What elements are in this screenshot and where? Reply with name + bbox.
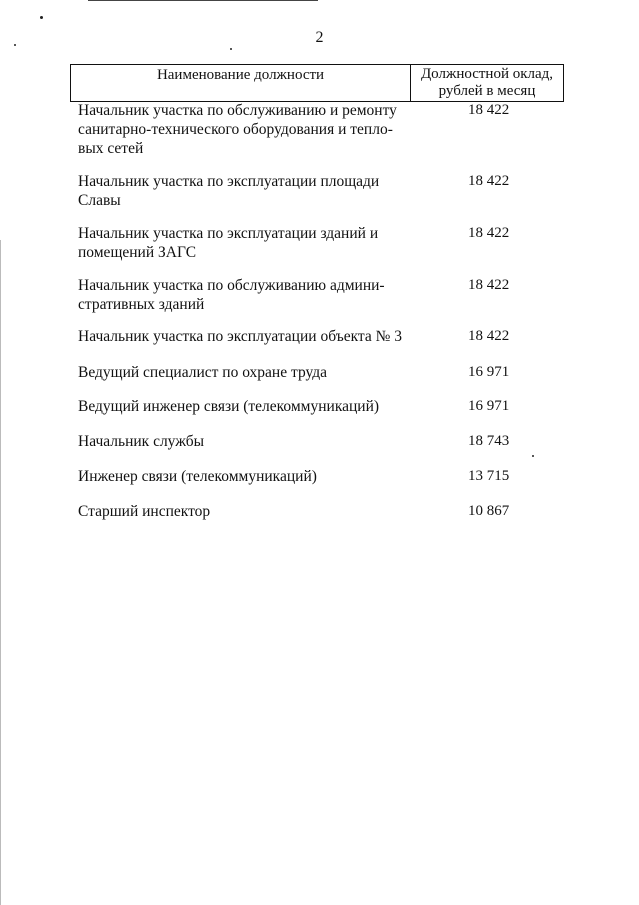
row-salary: 16 971 — [468, 398, 510, 414]
scan-speck — [532, 455, 534, 457]
page-number: 2 — [315, 29, 324, 46]
row-salary: 18 422 — [468, 277, 510, 293]
scan-left-edge — [0, 240, 1, 905]
scan-top-line — [88, 0, 318, 1]
table-header — [70, 64, 564, 102]
header-position-name: Наименование должности — [71, 65, 411, 101]
row-position-name: Начальник службы — [78, 433, 205, 450]
row-salary: 18 422 — [468, 328, 510, 344]
row-salary: 18 422 — [468, 225, 510, 241]
row-position-name: Старший инспектор — [78, 503, 211, 520]
scan-speck — [230, 48, 232, 50]
row-position-name: Начальник участка по эксплуатации объекта № 3 — [78, 328, 403, 345]
row-position-name: Начальник участка по эксплуатации площади Славы — [78, 173, 380, 209]
scan-speck — [40, 16, 43, 19]
row-position-name: Начальник участка по эксплуатации зданий и помещений ЗАГС — [78, 225, 379, 261]
row-salary: 18 422 — [468, 173, 510, 189]
row-salary: 10 867 — [468, 503, 510, 519]
row-salary: 18 422 — [468, 102, 510, 118]
row-salary: 13 715 — [468, 468, 510, 484]
row-salary: 18 743 — [468, 433, 510, 449]
header-salary-text: Должностной оклад, рублей в месяц — [420, 66, 554, 99]
row-position-name: Начальник участка по обслуживанию и ремонту санитарно-технического оборудования и тепло- вых сетей — [78, 102, 397, 157]
header-salary — [411, 65, 563, 101]
row-position-name: Начальник участка по обслуживанию админи- стративных зданий — [78, 277, 385, 313]
row-position-name: Ведущий специалист по охране труда — [78, 364, 328, 381]
row-salary: 16 971 — [468, 364, 510, 380]
row-position-name: Инженер связи (телекоммуникаций) — [78, 468, 317, 485]
row-position-name: Ведущий инженер связи (телекоммуникаций) — [78, 398, 380, 415]
